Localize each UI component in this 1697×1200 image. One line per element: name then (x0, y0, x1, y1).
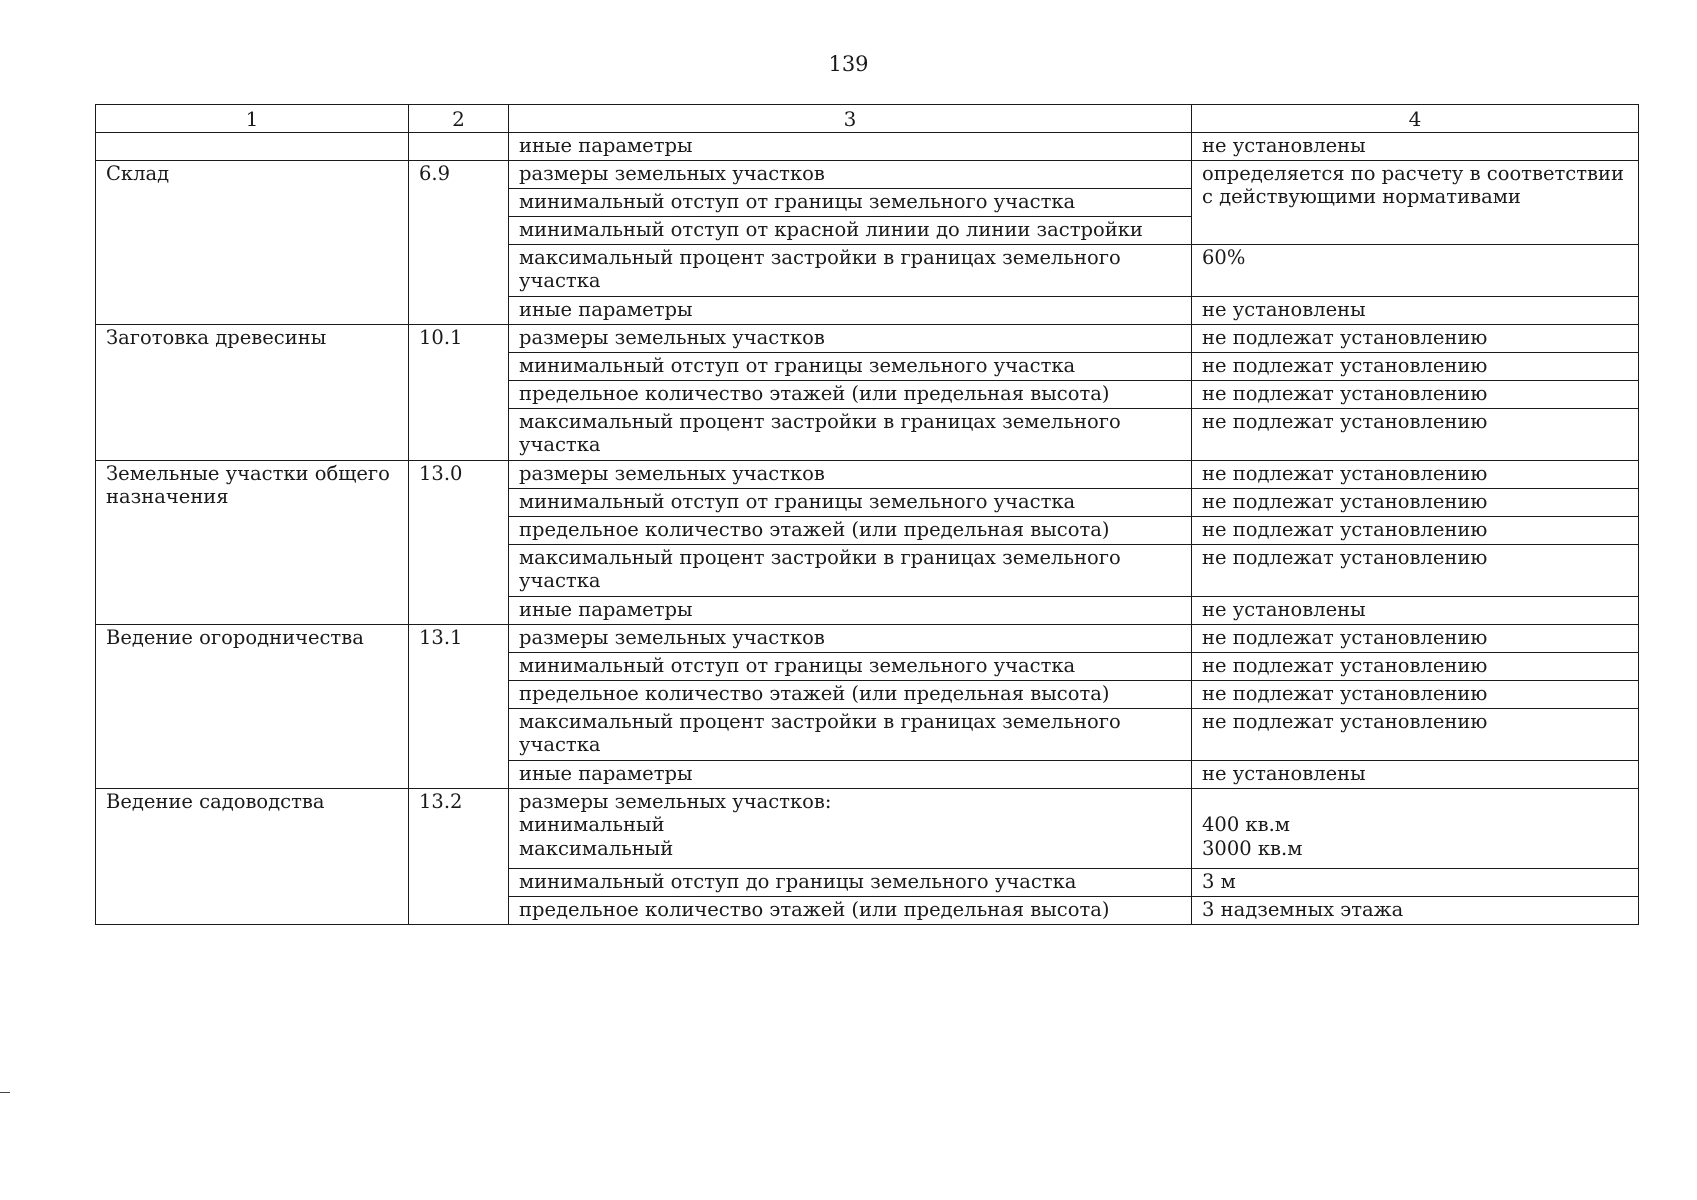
parameter-text: минимальный отступ от границы земельного участка (519, 354, 1076, 377)
value-cell: 3 м (1192, 869, 1639, 897)
value-cell: не подлежат установлению (1192, 489, 1639, 517)
parameter-text: размеры земельных участков (519, 626, 825, 649)
parameter-text: минимальный отступ от границы земельного участка (519, 190, 1076, 213)
parameter-text: максимальный (519, 836, 674, 860)
land-use-name: Земельные участки общего назначения (96, 461, 409, 625)
land-use-code: 13.2 (409, 789, 509, 925)
parameter-cell (509, 597, 1192, 625)
parameter-cell (509, 325, 1192, 353)
value-cell: не подлежат установлению (1192, 517, 1639, 545)
parameter-cell (509, 625, 1192, 653)
parameter-cell (509, 489, 1192, 517)
margin-mark (0, 1092, 10, 1093)
table-row (96, 161, 1639, 189)
column-header: 3 (509, 105, 1192, 133)
parameter-text: иные параметры (519, 762, 693, 785)
parameter-text: иные параметры (519, 134, 693, 157)
parameter-text: минимальный отступ от границы земельного участка (519, 654, 1076, 677)
parameter-text: предельное количество этажей (или предельная высота) (519, 898, 1110, 921)
parameter-text: максимальный процент застройки в границах земельного участка (519, 546, 1121, 593)
value-cell: определяется по расчету в соответствии с действующими нормативами (1192, 161, 1639, 245)
value-cell: 3 надземных этажа (1192, 897, 1639, 925)
parameter-text: максимальный процент застройки в границах земельного участка (519, 410, 1121, 457)
parameter-cell (509, 517, 1192, 545)
value-text (1202, 790, 1628, 813)
value-cell: не подлежат установлению (1192, 653, 1639, 681)
parameter-cell (509, 217, 1192, 245)
value-cell: не установлены (1192, 133, 1639, 161)
land-use-name (96, 133, 409, 161)
value-cell: не подлежат установлению (1192, 545, 1639, 597)
table-body (96, 133, 1639, 925)
parameter-text: максимальный процент застройки в границах земельного участка (519, 710, 1121, 757)
land-use-name: Заготовка древесины (96, 325, 409, 461)
parameter-cell (509, 297, 1192, 325)
parameter-cell (509, 133, 1192, 161)
parameter-cell (509, 353, 1192, 381)
parameter-text: размеры земельных участков (519, 462, 825, 485)
parameter-text: предельное количество этажей (или предельная высота) (519, 518, 1110, 541)
parameter-text: предельное количество этажей (или предельная высота) (519, 382, 1110, 405)
parameter-text: максимальный процент застройки в границах земельного участка (519, 246, 1121, 293)
parameter-cell (509, 761, 1192, 789)
value-cell: не установлены (1192, 597, 1639, 625)
parameter-cell (509, 869, 1192, 897)
value-cell: 60% (1192, 245, 1639, 297)
parameter-text: иные параметры (519, 598, 693, 621)
parameter-cell (509, 245, 1192, 297)
land-use-code: 10.1 (409, 325, 509, 461)
parameter-cell (509, 789, 1192, 869)
value-text: 400 кв.м (1202, 813, 1290, 837)
parameter-cell (509, 709, 1192, 761)
value-cell: не подлежат установлению (1192, 381, 1639, 409)
parameter-cell (509, 409, 1192, 461)
parameter-cell (509, 681, 1192, 709)
column-header: 4 (1192, 105, 1639, 133)
parameter-text: предельное количество этажей (или предельная высота) (519, 682, 1110, 705)
value-cell: не подлежат установлению (1192, 353, 1639, 381)
parameter-cell (509, 897, 1192, 925)
parameter-cell (509, 161, 1192, 189)
value-cell: не установлены (1192, 761, 1639, 789)
parameter-text: минимальный (519, 813, 665, 837)
parameter-cell (509, 545, 1192, 597)
table-row (96, 325, 1639, 353)
parameter-cell (509, 461, 1192, 489)
parameter-cell (509, 653, 1192, 681)
land-use-name: Склад (96, 161, 409, 325)
parameter-text: размеры земельных участков: (519, 790, 832, 813)
value-text: 3000 кв.м (1202, 836, 1303, 860)
parameter-text: минимальный отступ до границы земельного участка (519, 870, 1077, 893)
parameter-text: размеры земельных участков (519, 162, 825, 185)
parameter-cell (509, 381, 1192, 409)
land-use-code (409, 133, 509, 161)
parameter-text: минимальный отступ от границы земельного участка (519, 490, 1076, 513)
value-cell: не установлены (1192, 297, 1639, 325)
column-header: 2 (409, 105, 509, 133)
land-use-name: Ведение огородничества (96, 625, 409, 789)
value-cell: не подлежат установлению (1192, 325, 1639, 353)
value-cell: не подлежат установлению (1192, 709, 1639, 761)
table-row (96, 133, 1639, 161)
page-number: 139 (828, 52, 869, 76)
value-cell: не подлежат установлению (1192, 625, 1639, 653)
parameter-text: минимальный отступ от красной линии до линии застройки (519, 218, 1143, 241)
value-cell: не подлежат установлению (1192, 409, 1639, 461)
parameter-text: размеры земельных участков (519, 326, 825, 349)
column-number-row (96, 105, 1639, 133)
land-use-name: Ведение садоводства (96, 789, 409, 925)
table-row (96, 625, 1639, 653)
table-row (96, 789, 1639, 869)
parameter-text: иные параметры (519, 298, 693, 321)
table-row (96, 461, 1639, 489)
land-use-code: 13.1 (409, 625, 509, 789)
land-use-code: 6.9 (409, 161, 509, 325)
column-header: 1 (96, 105, 409, 133)
value-cell: не подлежат установлению (1192, 461, 1639, 489)
value-cell (1192, 789, 1639, 869)
parameters-table (95, 104, 1639, 925)
value-cell: не подлежат установлению (1192, 681, 1639, 709)
parameter-cell (509, 189, 1192, 217)
land-use-code: 13.0 (409, 461, 509, 625)
